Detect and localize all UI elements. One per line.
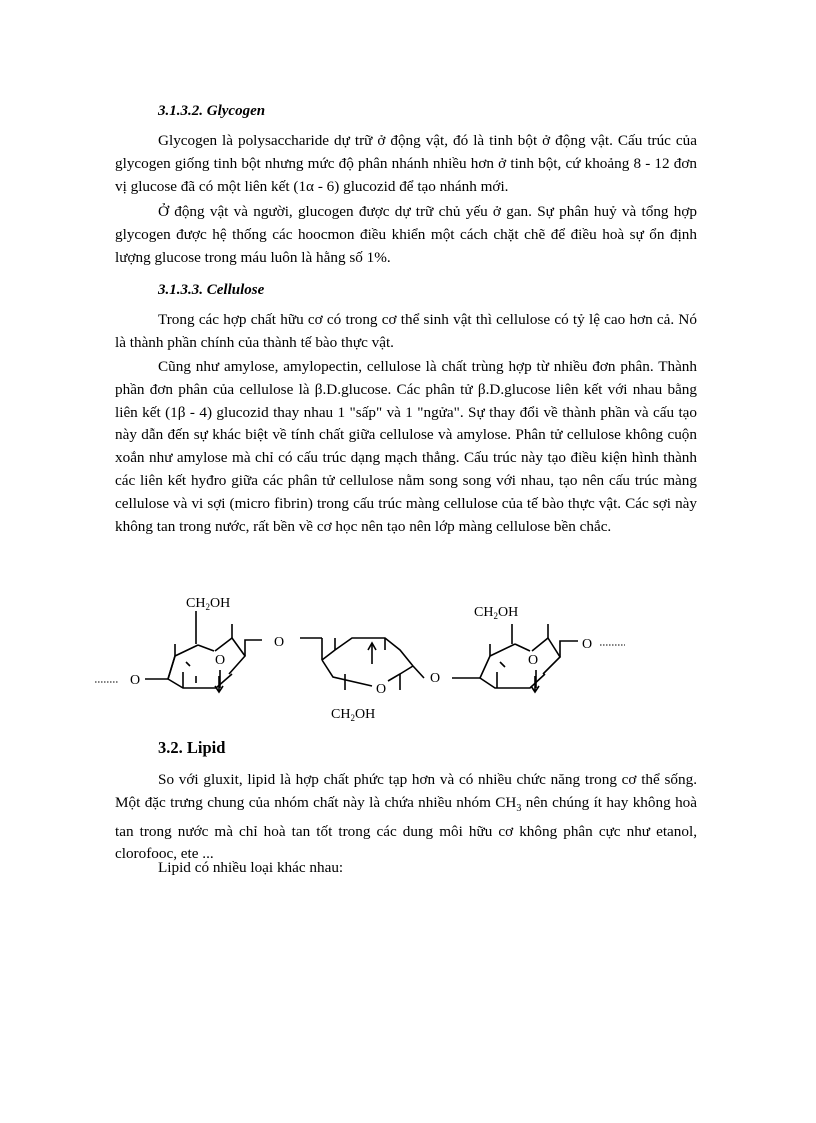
ring-oxygen-3: O — [528, 653, 539, 668]
glycogen-paragraph-2: Ở động vật và người, glucogen được dự trữ chủ yếu ở gan. Sự phân huỷ và tổng hợp glycogen được hệ thống các hoocmon điều khiển một cách chặt chẽ để điều hoà sự ổn định lượng glucose trong máu luôn là hằng số 1%. — [115, 203, 697, 266]
lipid-p1-text-b: nên chúng ít hay không hoà tan trong nước mà chỉ hoà tan tốt trong các dung môi hữu cơ không phân cực như etanol, clorofooc, ete ... — [115, 793, 697, 863]
ch2oh-label-3: $CH_2OH$ — [474, 605, 519, 621]
oxygen-label-right: O — [582, 637, 593, 652]
lipid-heading: 3.2. Lipid — [158, 738, 226, 757]
oxygen-bridge-1: O — [274, 635, 285, 650]
lipid-paragraph-2: Lipid có nhiều loại khác nhau: — [158, 859, 344, 876]
glycogen-paragraph-1: Glycogen là polysaccharide dự trữ ở động vật, đó là tinh bột ở động vật. Cấu trúc của glycogen giống tinh bột nhưng mức độ phân nhánh nhiều hơn ở tinh bột, cứ khoảng 8 - 12 đơn vị glucose đã có một liên kết (1α - 6) glucozid để tạo nhánh mới. — [115, 132, 697, 195]
ring-oxygen-2: O — [376, 682, 387, 697]
cellulose-heading: 3.1.3.3. Cellulose — [158, 282, 265, 298]
lipid-paragraph-1 — [115, 769, 697, 866]
ch2oh-label-1: $CH_2OH$ — [186, 596, 231, 612]
lipid-p1-subscript: 3 — [516, 802, 522, 814]
oxygen-label-left: O — [130, 673, 141, 688]
cellulose-structure-diagram — [0, 580, 816, 730]
oxygen-bridge-2: O — [430, 671, 441, 686]
cellulose-paragraph-1: Trong các hợp chất hữu cơ có trong cơ thể sinh vật thì cellulose có tỷ lệ cao hơn cả. Nó là thành phần chính của thành tế bào thực vật. — [115, 311, 697, 351]
ch2oh-label-2: $CH_2OH$ — [331, 707, 376, 723]
cellulose-paragraph-2: Cũng như amylose, amylopectin, cellulose là chất trùng hợp từ nhiều đơn phân. Thành phần đơn phân của cellulose là β.D.glucose. Các phân tử β.D.glucose liên kết với nhau bằng liên kết (1β - 4) glucozid thay nhau 1 "sấp" và 1 "ngửa". Sự thay đổi về thành phần và cấu tạo này dẫn đến sự khác biệt về tính chất giữa cellulose và amylose. Phân tử cellulose không cuộn xoắn như amylose mà chỉ có cấu trúc dạng mạch thẳng. Cấu trúc này tạo điều kiện hình thành các liên kết hyđro giữa các phân tử cellulose nằm song song với nhau, tạo nên cấu trúc màng cellulose và vi sợi (micro fibrin) trong cấu trúc màng cellulose của tế bào thực vật. Các sợi này không tan trong nước, rất bền về cơ học nên tạo nên lớp màng cellulose bền chắc. — [115, 358, 697, 535]
glycogen-heading: 3.1.3.2. Glycogen — [158, 103, 266, 119]
ring-oxygen-1: O — [215, 653, 226, 668]
lipid-p1-text-a: So với gluxit, lipid là hợp chất phức tạp hơn và có nhiều chức năng trong cơ thể sống. Một đặc trưng chung của nhóm chất này là chứa nhiều nhóm CH — [115, 771, 697, 811]
